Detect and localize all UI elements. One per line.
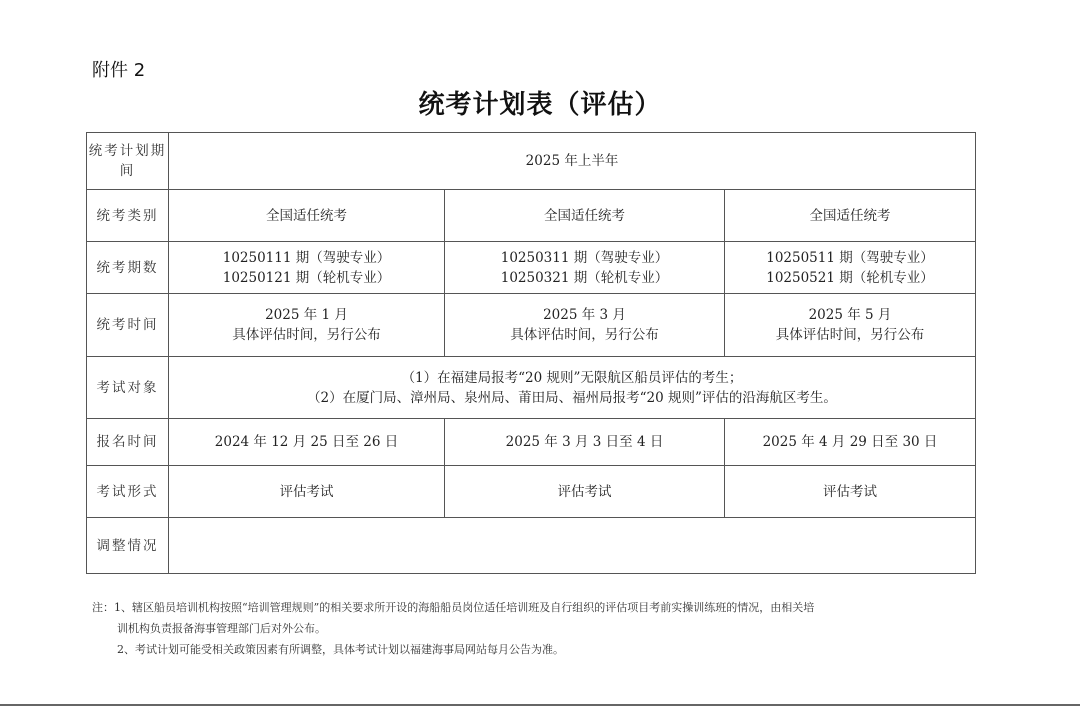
- registration-cell: 2025 年 4 月 29 日至 30 日: [725, 419, 976, 466]
- time-note: 具体评估时间，另行公布: [775, 327, 925, 343]
- category-cell: 全国适任统考: [725, 190, 976, 242]
- issue-cell: [445, 242, 725, 294]
- form-cell: 评估考试: [725, 466, 976, 518]
- issue-line: 10250111 期（驾驶专业）: [222, 249, 391, 266]
- registration-cell: 2024 年 12 月 25 日至 26 日: [169, 419, 445, 466]
- form-header: 考试形式: [87, 466, 169, 518]
- issue-line: 10250521 期（轮机专业）: [766, 269, 934, 286]
- note-line: 训机构负责报备海事管理部门后对外公布。: [117, 622, 326, 635]
- note-line: 2、考试计划可能受相关政策因素有所调整，具体考试计划以福建海事局网站每月公告为准。: [117, 643, 564, 656]
- issue-cell: [169, 242, 445, 294]
- registration-header: 报名时间: [87, 419, 169, 466]
- form-cell: 评估考试: [445, 466, 725, 518]
- page-bottom-border: [0, 704, 1080, 706]
- time-header: 统考时间: [87, 294, 169, 357]
- adjust-header: 调整情况: [87, 518, 169, 574]
- table-row: [87, 294, 976, 357]
- attachment-label: 附件 2: [92, 60, 146, 81]
- note-line: 注：1、辖区船员培训机构按照“培训管理规则”的相关要求所开设的海船船员岗位适任培训班及自行组织的评估项目考前实操训练班的情况，由相关培: [92, 601, 815, 614]
- time-month: 2025 年 1 月: [265, 307, 348, 323]
- category-cell: 全国适任统考: [169, 190, 445, 242]
- target-line: （2）在厦门局、漳州局、泉州局、莆田局、福州局报考“20 规则”评估的沿海航区考生。: [307, 389, 837, 406]
- table-row: [87, 419, 976, 466]
- target-line: （1）在福建局报考“20 规则”无限航区船员评估的考生；: [401, 369, 743, 386]
- page-title: 统考计划表（评估）: [418, 90, 662, 120]
- table-row: [87, 466, 976, 518]
- notes: [92, 597, 992, 660]
- time-note: 具体评估时间，另行公布: [232, 327, 381, 343]
- adjust-cell: [169, 518, 976, 574]
- target-cell: [169, 357, 976, 419]
- registration-cell: 2025 年 3 月 3 日至 4 日: [445, 419, 725, 466]
- issue-line: 10250311 期（驾驶专业）: [500, 249, 669, 266]
- table-row: [87, 357, 976, 419]
- issue-header: 统考期数: [87, 242, 169, 294]
- category-header: 统考类别: [87, 190, 169, 242]
- table-row: [87, 133, 976, 190]
- time-cell: [169, 294, 445, 357]
- issue-line: 10250321 期（轮机专业）: [500, 269, 669, 286]
- target-header: 考试对象: [87, 357, 169, 419]
- time-cell: [445, 294, 725, 357]
- exam-plan-table: [86, 132, 976, 574]
- issue-line: 10250511 期（驾驶专业）: [766, 249, 934, 266]
- period-value: 2025 年上半年: [169, 133, 976, 190]
- category-cell: 全国适任统考: [445, 190, 725, 242]
- time-cell: [725, 294, 976, 357]
- issue-line: 10250121 期（轮机专业）: [222, 269, 391, 286]
- table-row: [87, 190, 976, 242]
- issue-cell: [725, 242, 976, 294]
- time-note: 具体评估时间，另行公布: [510, 327, 659, 343]
- time-month: 2025 年 3 月: [543, 307, 626, 323]
- period-header: 统考计划期间: [87, 133, 169, 190]
- table-row: [87, 242, 976, 294]
- table-row: [87, 518, 976, 574]
- form-cell: 评估考试: [169, 466, 445, 518]
- time-month: 2025 年 5 月: [808, 307, 892, 323]
